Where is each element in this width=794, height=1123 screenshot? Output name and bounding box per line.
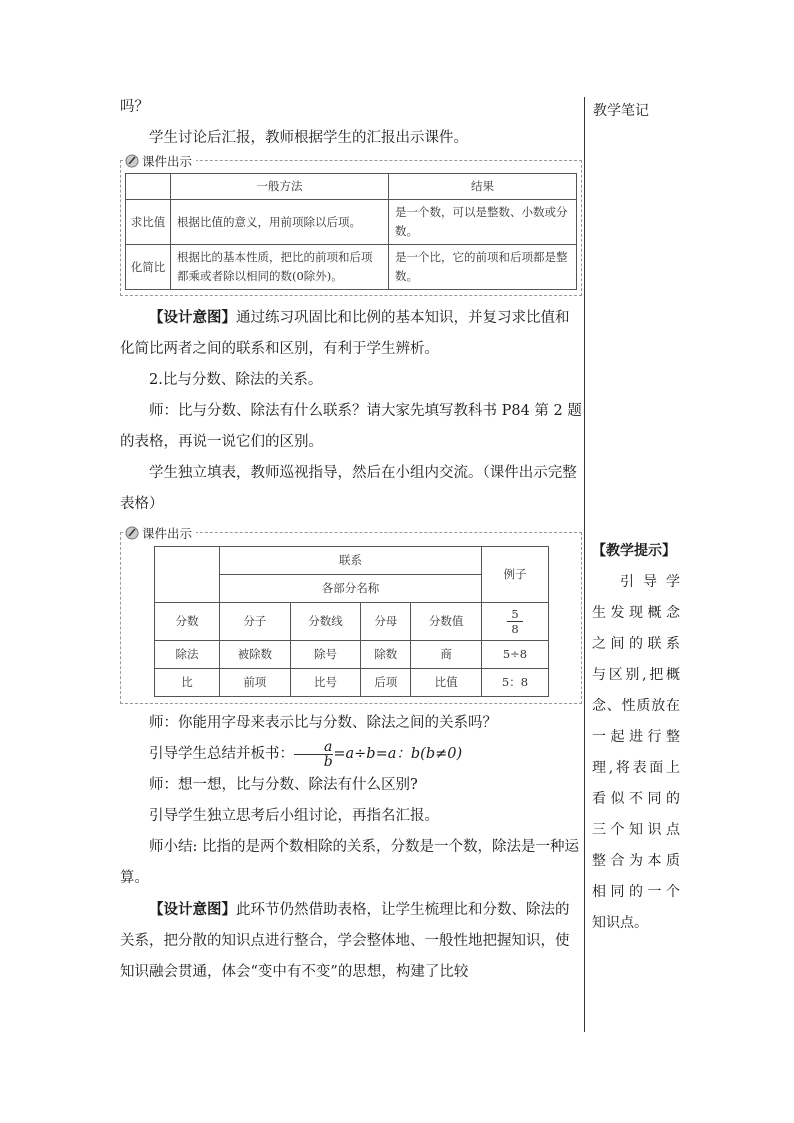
- table-cell: 分数: [155, 603, 220, 641]
- paragraph: 师：想一想，比与分数、除法有什么区别?: [149, 777, 418, 793]
- table-cell: 商: [411, 641, 482, 669]
- table-cell: [482, 603, 549, 641]
- paragraph: 2.比与分数、除法的关系。: [149, 372, 323, 388]
- tip-line: 整合为本质: [592, 853, 680, 869]
- table-cell: 根据比值的意义，用前项除以后项。: [171, 200, 389, 245]
- fraction: [507, 607, 522, 636]
- table-header: [126, 174, 171, 200]
- method-table: [125, 173, 577, 290]
- formula-rest: =a÷b=a：b(b≠0): [333, 746, 463, 762]
- table-cell: 前项: [220, 669, 291, 697]
- tip-line: 相同的一个: [592, 884, 680, 900]
- table-cell: 分母: [361, 603, 411, 641]
- paragraph: [120, 302, 582, 365]
- table-cell: 除号: [290, 641, 361, 669]
- table-cell: 分数值: [411, 603, 482, 641]
- fraction-denominator: 8: [511, 622, 519, 636]
- tip-line: 之间的联系: [592, 636, 680, 652]
- paragraph: [120, 894, 582, 988]
- tip-line: 生发现概念: [592, 605, 680, 621]
- paragraph: 引导学生独立思考后小组讨论，再指名汇报。: [149, 808, 439, 824]
- courseware-label-text: 课件出示: [142, 526, 193, 541]
- tip-heading: 【教学提示】: [592, 543, 676, 559]
- table-row: [155, 669, 549, 697]
- teaching-tip: [592, 536, 680, 939]
- design-intent-tag: 【设计意图】: [149, 309, 236, 326]
- table-row: [155, 603, 549, 641]
- tip-line: 知识点。: [592, 915, 648, 931]
- table-header: 各部分名称: [220, 575, 482, 603]
- formula-fraction: [294, 740, 333, 769]
- table-cell: 后项: [361, 669, 411, 697]
- table-cell: 比值: [411, 669, 482, 697]
- notes-title: 教学笔记: [593, 103, 649, 119]
- table-cell: 求比值: [126, 200, 171, 245]
- courseware-box: [120, 154, 582, 296]
- paragraph: 师小结: 比指的是两个数相除的关系，分数是一个数，除法是一种运算。: [120, 839, 579, 886]
- courseware-box: [120, 526, 582, 704]
- table-cell: 5：8: [482, 669, 549, 697]
- courseware-icon: [125, 526, 139, 540]
- tip-line: 一起进行整: [592, 729, 680, 745]
- tip-line: 理,将表面上: [592, 760, 680, 776]
- table-header: 结果: [389, 174, 577, 200]
- fraction-numerator: 5: [507, 607, 522, 622]
- tip-line: 念、性质放在: [592, 698, 680, 714]
- table-cell: 除法: [155, 641, 220, 669]
- table-cell: 分数线: [290, 603, 361, 641]
- table-cell: 化简比: [126, 245, 171, 290]
- paragraph: 师：你能用字母来表示比与分数、除法之间的关系吗？: [149, 715, 497, 731]
- table-cell: 被除数: [220, 641, 291, 669]
- paragraph: 师：比与分数、除法有什么联系？请大家先填写教科书 P84 第 2 题的表格，再说一说它们的区别。: [120, 403, 582, 450]
- formula-denominator: b: [323, 753, 333, 770]
- relation-table: [154, 546, 549, 697]
- paragraph-text: 引导学生总结并板书：: [149, 746, 294, 762]
- table-cell: 比号: [290, 669, 361, 697]
- courseware-label: [125, 152, 196, 170]
- tip-line: 引导学: [620, 574, 680, 590]
- paragraph: 学生讨论后汇报，教师根据学生的汇报出示课件。: [149, 130, 468, 146]
- table-row: [126, 245, 577, 290]
- courseware-label-text: 课件出示: [142, 154, 193, 169]
- margin-divider: [584, 97, 585, 1032]
- table-cell: 比: [155, 669, 220, 697]
- paragraph: [120, 739, 582, 770]
- table-cell: 分子: [220, 603, 291, 641]
- table-cell: 5÷8: [482, 641, 549, 669]
- table-corner: [155, 547, 220, 603]
- table-row: [155, 641, 549, 669]
- table-header: 联系: [220, 547, 482, 575]
- main-content: [120, 92, 582, 988]
- design-intent-tag: 【设计意图】: [149, 901, 236, 918]
- paragraph: 学生独立填表，教师巡视指导，然后在小组内交流。（课件出示完整表格）: [120, 465, 577, 512]
- formula-numerator: a: [294, 740, 333, 755]
- table-cell: 根据比的基本性质，把比的前项和后项都乘或者除以相同的数(0除外)。: [171, 245, 389, 290]
- table-row: [126, 200, 577, 245]
- paragraph-text: 通过练习巩固比和比例的基本知识，并复习求比值和化简比两者之间的联系和区别，有利于学生辨析。: [120, 310, 570, 357]
- table-header: 一般方法: [171, 174, 389, 200]
- paragraph: 吗？: [120, 99, 149, 115]
- tip-line: 看似不同的: [592, 791, 680, 807]
- tip-line: 与区别,把概: [592, 667, 680, 683]
- table-header: 例子: [482, 547, 549, 603]
- tip-line: 三个知识点: [592, 822, 680, 838]
- table-cell: 除数: [361, 641, 411, 669]
- paragraph-text: 此环节仍然借助表格，让学生梳理比和分数、除法的关系，把分散的知识点进行整合，学会整体地、一般性地把握知识，使知识融会贯通，体会“变中有不变”的思想，构建了比较: [120, 902, 570, 980]
- table-cell: 是一个比，它的前项和后项都是整数。: [389, 245, 577, 290]
- courseware-label: [125, 524, 196, 542]
- table-cell: 是一个数，可以是整数、小数或分数。: [389, 200, 577, 245]
- courseware-icon: [125, 154, 139, 168]
